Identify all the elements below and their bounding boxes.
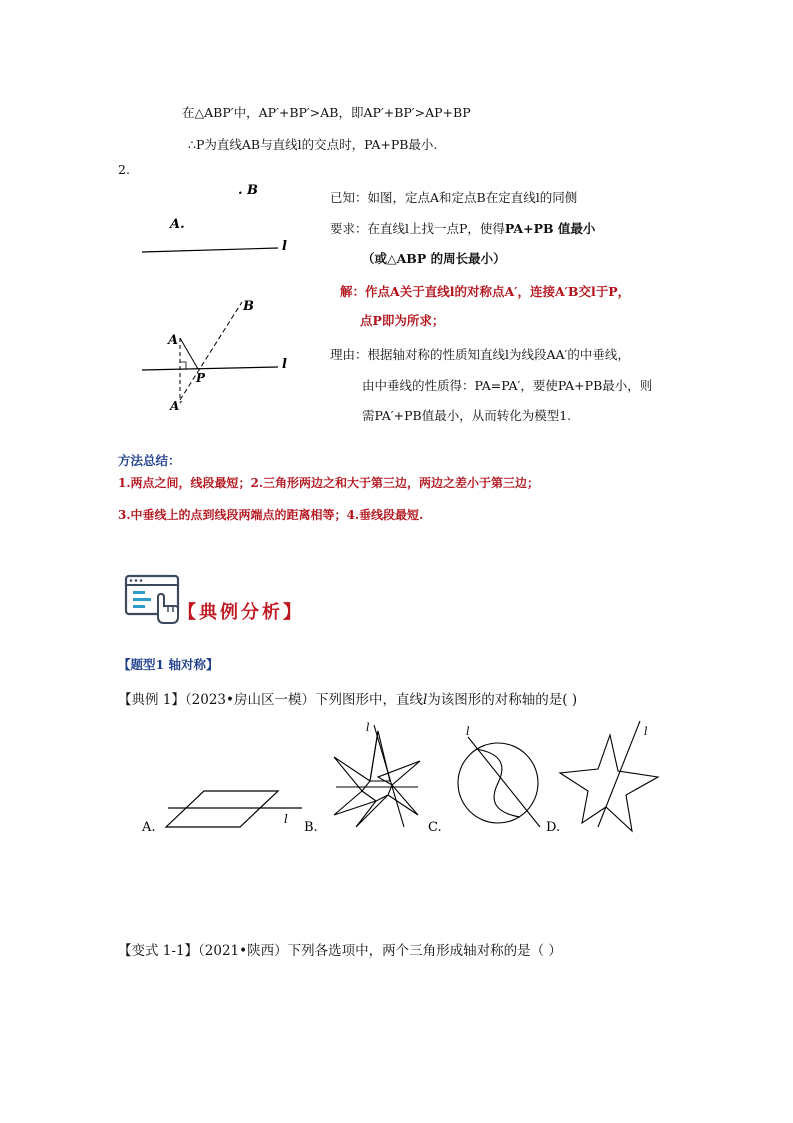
require-bold: PA+PB 值最小 <box>504 221 596 236</box>
summary-title: 方法总结： <box>118 453 181 468</box>
document-pointer-icon <box>124 573 184 629</box>
segment-AprimeB <box>180 302 242 400</box>
type-title: 【题型1 轴对称】 <box>118 657 219 672</box>
figure-setup <box>142 183 287 254</box>
proof-line-2: ∴P为直线AB与直线l的交点时，PA+PB最小. <box>188 137 438 152</box>
example-1-figures <box>136 715 676 840</box>
segment-AP <box>180 338 198 369</box>
right-angle-mark <box>180 362 186 369</box>
variant-1-1-text: （2021•陕西）下列各选项中，两个三角形成轴对称的是（ ） <box>198 943 562 959</box>
option-D-label: D. <box>546 820 561 835</box>
reason-line-2: 由中垂线的性质得：PA=PA′，要使PA+PB最小，则 <box>362 378 653 393</box>
option-D-line-label: l <box>644 725 648 738</box>
example-1-text: （2023•房山区一模）下列图形中，直线 <box>184 692 423 708</box>
option-C-line-label: l <box>466 725 470 738</box>
label-l-bottom: l <box>282 357 287 372</box>
summary-line-1: 1.两点之间，线段最短；2.三角形两边之和大于第三边，两边之差小于第三边； <box>118 476 540 490</box>
label-A-bottom: A <box>168 333 179 348</box>
proof-line-1: 在△ABP′中，AP′+BP′>AB，即AP′+BP′>AP+BP <box>182 105 471 120</box>
option-A-label: A. <box>142 820 156 835</box>
reason-line-3: 需PA′+PB值最小，从而转化为模型1. <box>362 408 572 423</box>
label-B-top: . B <box>238 183 259 198</box>
label-Aprime: A′ <box>170 399 183 413</box>
label-P: P <box>196 371 206 385</box>
reason-line-1: 理由：根据轴对称的性质知直线l为线段AA′的中垂线， <box>330 347 630 362</box>
example-1-stem <box>118 688 577 708</box>
label-B-bottom: B <box>243 299 254 314</box>
model-number: 2. <box>118 162 130 177</box>
figure-model-2 <box>130 170 310 420</box>
require-text <box>330 219 595 237</box>
option-C-figure <box>428 725 540 835</box>
summary-line-2: 3.中垂线上的点到线段两端点的距离相等；4.垂线段最短. <box>118 508 424 522</box>
line-l-top <box>142 248 278 252</box>
option-D-figure <box>546 721 658 835</box>
variant-1-1-prefix: 【变式 1-1】 <box>118 943 199 959</box>
require-prefix: 要求：在直线l上找一点P，使得 <box>330 221 505 236</box>
line-l-bottom <box>142 367 278 370</box>
example-1-var: l <box>422 692 428 708</box>
label-l-top: l <box>282 239 287 254</box>
option-C-label: C. <box>428 820 442 835</box>
option-B-line-label: l <box>366 721 370 734</box>
solution-line-1: 解：作点A关于直线l的对称点A′，连接A′B交l于P， <box>340 284 631 299</box>
given-text: 已知：如图，定点A和定点B在定直线l的同侧 <box>330 190 578 205</box>
option-A-line-label: l <box>284 812 288 826</box>
figure-solution <box>142 299 287 413</box>
option-A-figure <box>141 791 302 835</box>
require-paren: （或△ABP 的周长最小） <box>362 251 506 266</box>
option-B-label: B. <box>304 820 318 835</box>
section-banner: 【典例分析】 <box>178 602 304 623</box>
example-1-text2: 为该图形的对称轴的是( ) <box>427 692 578 708</box>
example-1-prefix: 【典例 1】 <box>118 692 185 708</box>
option-B-figure <box>304 721 420 835</box>
label-A-top: A. <box>170 217 185 232</box>
variant-1-1-stem <box>118 939 562 959</box>
solution-line-2: 点P即为所求； <box>360 313 445 328</box>
